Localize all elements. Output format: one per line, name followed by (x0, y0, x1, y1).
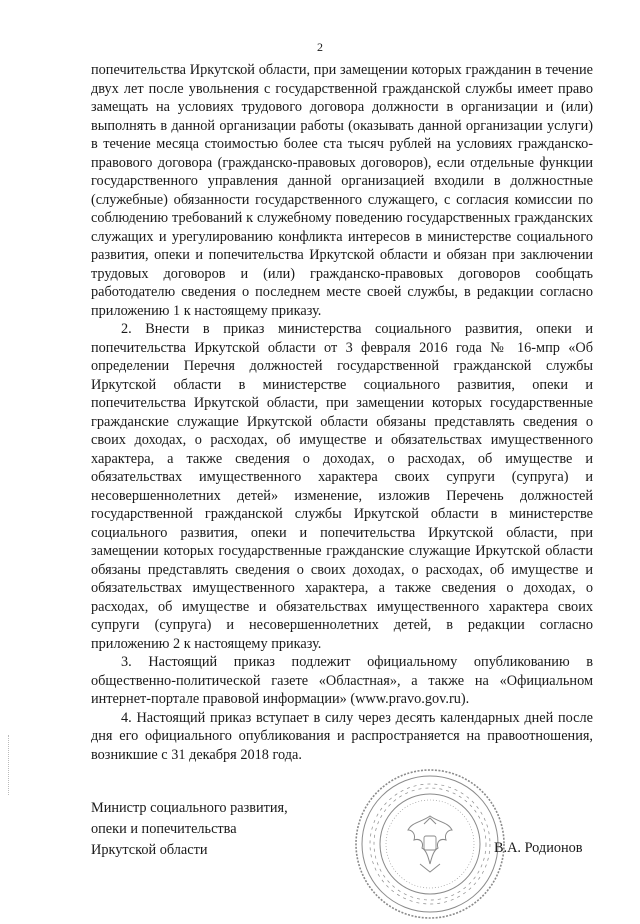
paragraph-item-4: 4. Настоящий приказ вступает в силу через десять календарных дней после дня его официального опубликования и распространяется на правоотношения, возникшие с 31 декабря 2018 года. (91, 709, 593, 763)
page-number: 2 (317, 40, 323, 54)
signer-position-line-2: опеки и попечительства (91, 821, 237, 837)
paragraph-item-2: 2. Внести в приказ министерства социального развития, опеки и попечительства Иркутской области от 3 февраля 2016 года № 16-мпр «Об определении Перечня должностей государственной гражданской службы Иркутской области в министерстве социального развития, опеки и попечительства Иркутской области, при замещении которых государственные гражданские служащие Иркутской области обязаны представлять сведения о своих доходах, о расходах, об имуществе и обязательствах имущественного характера, а также сведения о доходах, о расходах, об имуществе и обязательствах имущественного характера своих супруги (супруга) и несовершеннолетних детей» изменение, изложив Перечень должностей государственной гражданской службы Иркутской области в министерстве социального развития, опеки и попечительства Иркутской области, при замещении которых государственные гражданские служащие Иркутской области обязаны представлять сведения о своих доходах, о расходах, об имуществе и обязательствах имущественного характера, а также сведения о доходах, о расходах, об имуществе и обязательствах имущественного характера своих супруги (супруга) и несовершеннолетних детей, в редакции согласно приложению 2 к настоящему приказу. (91, 321, 593, 652)
signer-position-line-1: Министр социального развития, (91, 800, 288, 816)
signer-name: В.А. Родионов (494, 840, 583, 856)
paragraph-item-3: 3. Настоящий приказ подлежит официальному опубликованию в общественно-политической газете «Областная», а также на «Официальном интернет-портале правовой информации» (www.pravo.gov.ru). (91, 654, 593, 707)
paragraph-continuation: попечительства Иркутской области, при замещении которых гражданин в течение двух лет после увольнения с государственной гражданской службы имеет право замещать на условиях трудового договора должности в организации и (или) выполнять в данной организации работы (оказывать данной организации услуги) в течение месяца стоимостью более ста тысяч рублей на условиях гражданско-правового договора (гражданско-правовых договоров), если отдельные функции государственного управления данной организацией входили в должностные (служебные) обязанности государственного служащего, с согласия комиссии по соблюдению требований к служебному поведению государственных гражданских служащих и урегулированию конфликта интересов в министерстве социального развития, опеки и попечительства Иркутской области и обязан при заключении трудовых договоров и (или) гражданско-правовых договоров сообщать работодателю сведения о последнем месте своей службы, в редакции согласно приложению 1 к настоящему приказу. (91, 62, 593, 319)
signer-position-line-3: Иркутской области (91, 842, 208, 858)
scan-margin-marks (8, 735, 11, 795)
signature-block (91, 798, 331, 861)
document-body (91, 61, 593, 764)
official-seal-stamp (350, 764, 510, 924)
